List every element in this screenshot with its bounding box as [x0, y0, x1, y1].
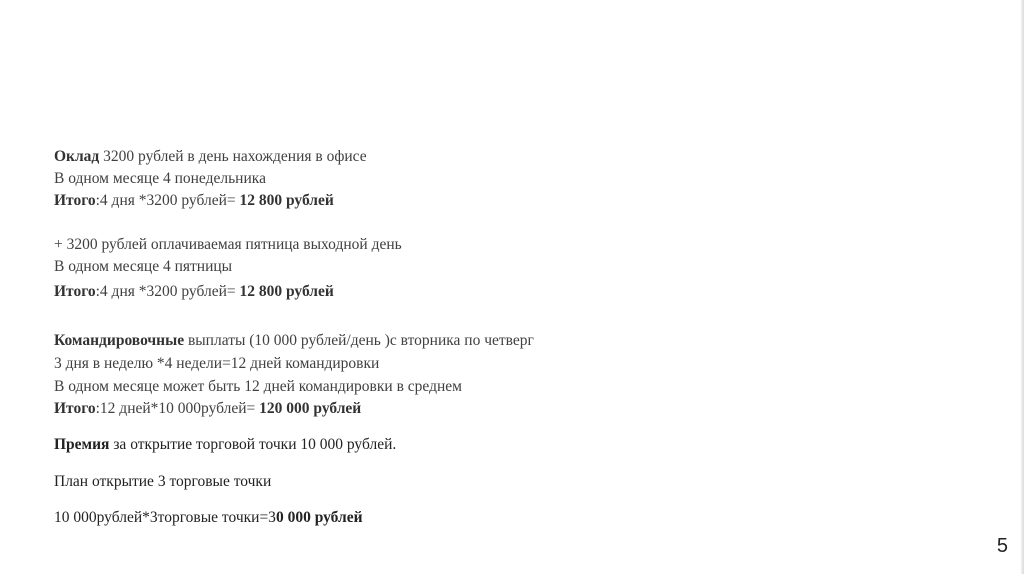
travel-calc: :12 дней*10 000рублей= [95, 400, 260, 417]
friday-line-3 [54, 282, 334, 302]
salary-line-1 [54, 147, 367, 167]
travel-text: выплаты (10 000 рублей/день )с вторника по четверг [184, 332, 534, 349]
travel-line-1 [54, 331, 534, 351]
plan-line: План открытие 3 торговые точки [54, 473, 272, 490]
salary-label: Оклад [54, 148, 100, 165]
salary-line-2: В одном месяце 4 понедельника [54, 170, 266, 187]
salary-line-3 [54, 191, 334, 211]
travel-line-3: В одном месяце может быть 12 дней командировки в среднем [54, 378, 462, 395]
friday-line-1: + 3200 рублей оплачиваемая пятница выходной день [54, 236, 402, 253]
salary-text: 3200 рублей в день нахождения в офисе [99, 148, 367, 165]
salary-total-label: Итого [54, 192, 96, 209]
travel-line-2: 3 дня в неделю *4 недели=12 дней командировки [54, 355, 380, 372]
friday-total-value: 12 800 рублей [239, 283, 334, 300]
travel-total-value: 120 000 рублей [259, 400, 362, 417]
travel-total-label: Итого [54, 400, 96, 417]
bonus-total-value: 0 000 рублей [275, 509, 363, 526]
travel-line-4 [54, 399, 361, 419]
bonus-label: Премия [54, 436, 110, 453]
bonus-text: за открытие торговой точки 10 000 рублей. [109, 436, 397, 453]
bonus-total-line [54, 508, 363, 528]
friday-line-2: В одном месяце 4 пятницы [54, 258, 233, 275]
friday-calc: :4 дня *3200 рублей= [95, 283, 240, 300]
salary-calc: :4 дня *3200 рублей= [95, 192, 240, 209]
friday-total-label: Итого [54, 283, 96, 300]
page-number: 5 [996, 535, 1008, 557]
travel-label: Командировочные [54, 332, 185, 349]
bonus-line [54, 435, 396, 455]
bonus-total-calc: 10 000рублей*3торговые точки=3 [54, 509, 276, 526]
salary-total-value: 12 800 рублей [239, 192, 334, 209]
